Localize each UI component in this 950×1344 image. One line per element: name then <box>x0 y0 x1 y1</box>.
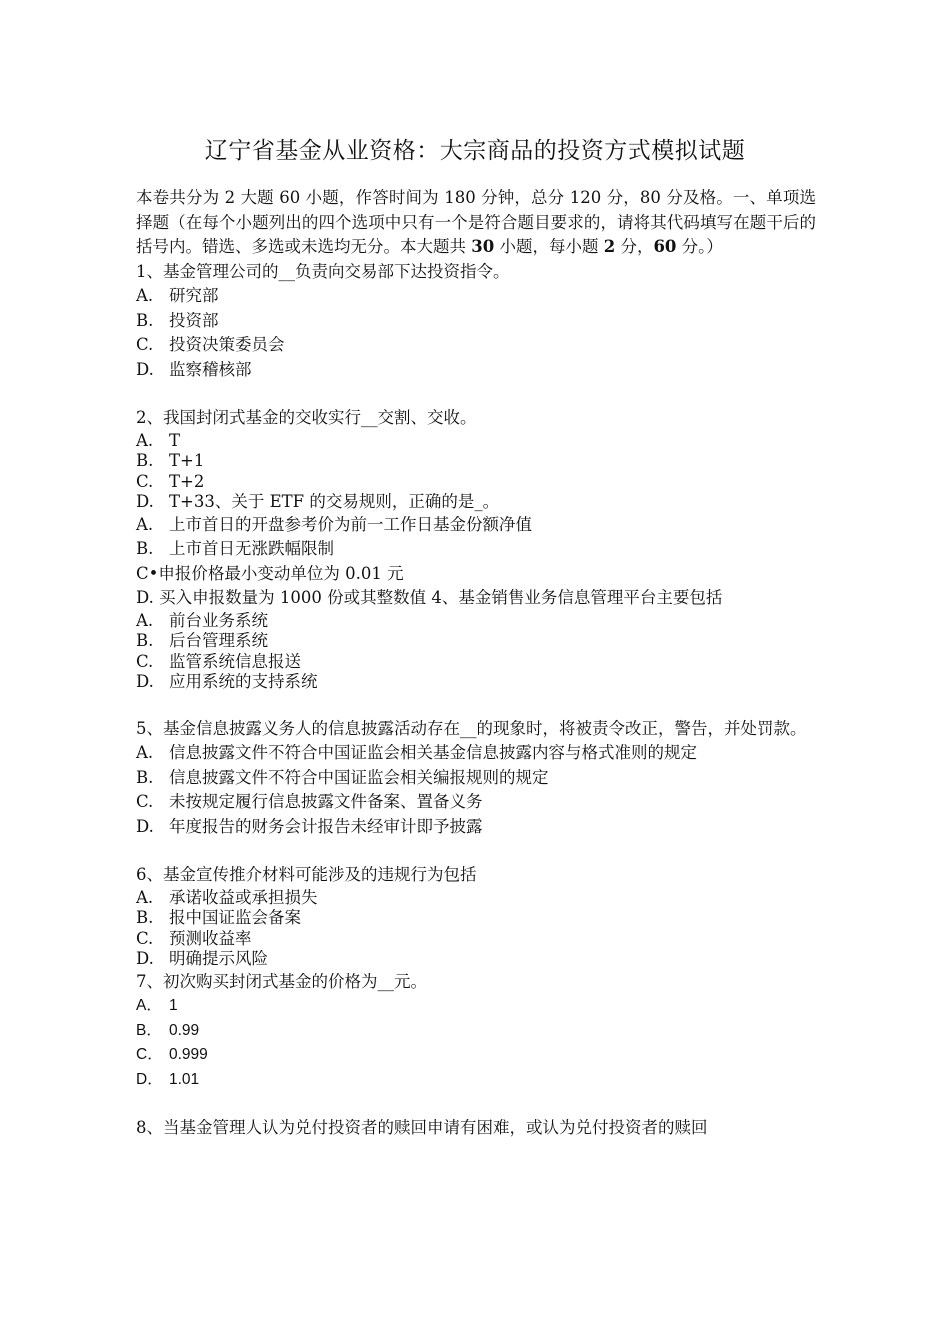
answer-option <box>136 672 816 693</box>
option-text: 1 <box>169 997 178 1014</box>
intro-text: 本卷共分为 2 大题 60 小题，作答时间为 180 分钟，总分 120 分，80 分及格。一、单项选择题（在每个小题列出的四个选项中只有一个是符合题目要求的，请将其代码填写在题干后的括号内。错选、多选或未选均无分。本大题共 <box>136 188 816 256</box>
option-letter: B. <box>136 767 154 787</box>
answer-option <box>136 492 816 513</box>
option-letter: C. <box>136 335 154 354</box>
option-letter: A. <box>136 610 154 630</box>
option-text: 0.999 <box>169 1046 208 1063</box>
option-text: T+33、关于 ETF 的交易规则，正确的是_。 <box>169 492 500 511</box>
answer-option <box>136 309 816 334</box>
option-letter: B. <box>136 310 154 330</box>
answer-option <box>136 358 816 383</box>
option-text: 后台管理系统 <box>169 631 268 650</box>
intro-points: 2 <box>603 237 616 256</box>
option-text: 上市首日无涨跌幅限制 <box>169 539 334 558</box>
answer-option <box>136 1043 816 1068</box>
answer-option <box>136 631 816 652</box>
option-text: 年度报告的财务会计报告未经审计即予披露 <box>169 816 483 836</box>
intro-total: 60 <box>653 237 677 256</box>
answer-option <box>136 929 816 950</box>
option-text: 监管系统信息报送 <box>169 651 301 671</box>
spacer <box>136 693 816 717</box>
option-text: T+1 <box>169 451 205 470</box>
question-stem: 1、基金管理公司的__负责向交易部下达投资指令。 <box>136 261 510 281</box>
answer-option <box>136 888 816 909</box>
option-text: 承诺收益或承担损失 <box>169 887 318 907</box>
spacer <box>136 1092 816 1116</box>
document-title: 辽宁省基金从业资格：大宗商品的投资方式模拟试题 <box>204 138 746 164</box>
option-letter: B. <box>136 539 154 558</box>
option-letter: A. <box>136 887 154 907</box>
option-letter: D. <box>136 492 154 511</box>
intro-text: 分。） <box>681 237 723 256</box>
option-letter: A. <box>136 743 154 762</box>
option-text: 监察稽核部 <box>169 359 252 379</box>
option-text: 1.01 <box>169 1070 200 1088</box>
option-letter: B. <box>136 451 154 470</box>
option-text: 上市首日的开盘参考价为前一工作日基金份额净值 <box>169 514 532 534</box>
spacer <box>136 382 816 406</box>
answer-option <box>136 766 816 791</box>
question-stem: 5、基金信息披露义务人的信息披露活动存在__的现象时，将被责令改正，警告，并处罚款。 <box>136 718 807 738</box>
answer-option <box>136 611 816 632</box>
answer-option <box>136 815 816 840</box>
intro-count: 30 <box>471 237 495 256</box>
option-text: 研究部 <box>169 286 219 305</box>
answer-option <box>136 908 816 929</box>
intro-text: 分， <box>620 237 654 256</box>
intro-text: 小题，每小题 <box>499 237 599 256</box>
option-letter: D. <box>136 949 154 968</box>
option-letter: C． <box>136 1046 163 1063</box>
answer-option <box>136 472 816 493</box>
answer-option <box>136 1019 816 1044</box>
option-letter: B. <box>136 908 154 927</box>
option-letter: A． <box>136 997 162 1014</box>
answer-option <box>136 451 816 472</box>
option-letter: C. <box>136 471 154 491</box>
answer-option <box>136 790 816 815</box>
answer-option <box>136 652 816 673</box>
answer-option <box>136 537 816 562</box>
answer-option <box>136 513 816 538</box>
answer-option <box>136 741 816 766</box>
option-letter: C. <box>136 651 154 671</box>
option-letter: D. <box>136 672 154 691</box>
option-text: 信息披露文件不符合中国证监会相关基金信息披露内容与格式准则的规定 <box>169 743 697 762</box>
spacer <box>136 839 816 863</box>
option-text: 未按规定履行信息披露文件备案、置备义务 <box>169 792 483 811</box>
option-letter: A. <box>136 286 154 305</box>
answer-option <box>136 431 816 452</box>
option-letter: C. <box>136 928 154 948</box>
option-letter: C. <box>136 792 154 811</box>
option-text: 投资部 <box>169 310 219 330</box>
option-text: 应用系统的支持系统 <box>169 672 318 691</box>
option-letter: A. <box>136 514 154 534</box>
answer-option <box>136 333 816 358</box>
question-stem: 8、当基金管理人认为兑付投资者的赎回申请有困难，或认为兑付投资者的赎回 <box>136 1118 708 1137</box>
option-letter: A. <box>136 430 154 450</box>
question-stem: 2、我国封闭式基金的交收实行__交割、交收。 <box>136 408 477 427</box>
exam-instructions <box>136 186 816 260</box>
option-text: 投资决策委员会 <box>169 335 285 354</box>
option-text: 0.99 <box>169 1021 200 1039</box>
option-letter: D. <box>136 816 154 836</box>
option-letter: B． <box>136 1021 162 1039</box>
document-body <box>136 186 816 1141</box>
question-stem: 7、初次购买封闭式基金的价格为__元。 <box>136 971 427 991</box>
option-text: 前台业务系统 <box>169 610 268 630</box>
option-letter: D. <box>136 359 154 379</box>
option-text: T+2 <box>169 471 205 491</box>
option-text: 明确提示风险 <box>169 949 268 968</box>
option-text: T <box>169 430 181 450</box>
answer-option <box>136 949 816 970</box>
answer-option <box>136 1068 816 1093</box>
option-letter: B. <box>136 631 154 650</box>
option-text: 报中国证监会备案 <box>169 908 301 927</box>
option-text: 信息披露文件不符合中国证监会相关编报规则的规定 <box>169 767 549 787</box>
answer-option: D. 买入申报数量为 1000 份或其整数值 4、基金销售业务信息管理平台主要包括 <box>136 588 723 607</box>
question-stem: 6、基金宣传推介材料可能涉及的违规行为包括 <box>136 865 477 884</box>
answer-option <box>136 994 816 1019</box>
answer-option: C•申报价格最小变动单位为 0.01 元 <box>136 563 404 583</box>
option-text: 预测收益率 <box>169 928 252 948</box>
answer-option <box>136 284 816 309</box>
option-letter: D． <box>136 1070 163 1088</box>
